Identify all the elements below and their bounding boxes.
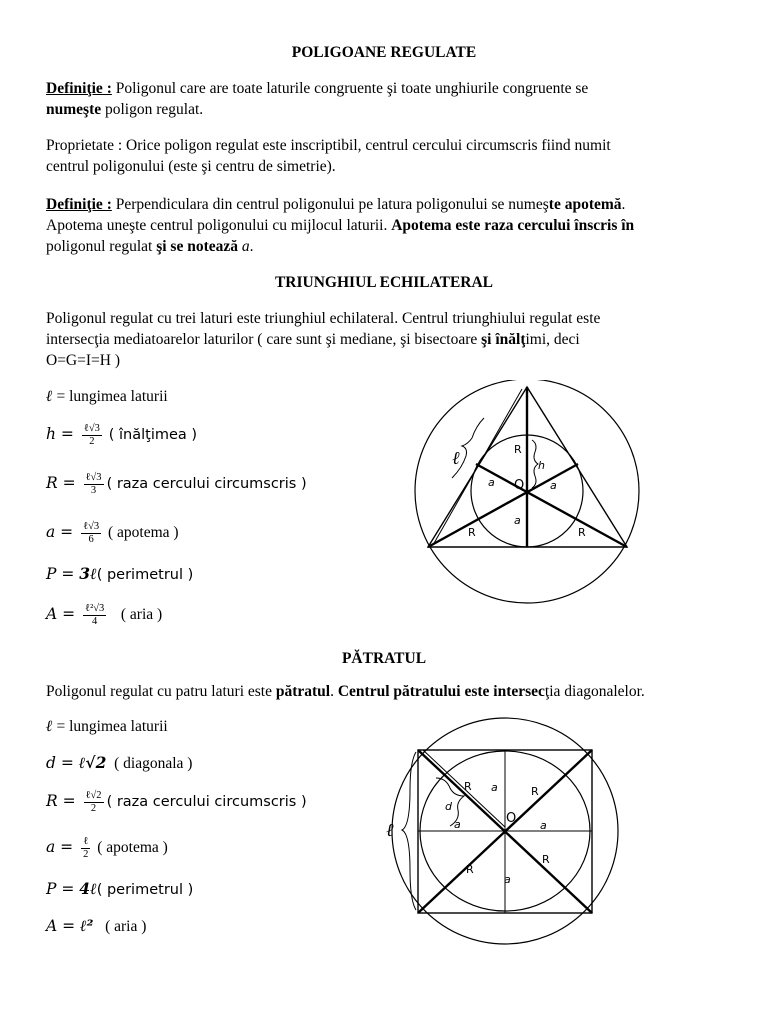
median-left	[428, 464, 578, 547]
formula-lhs: R	[46, 792, 58, 811]
fraction-numerator: ℓ√3	[83, 521, 100, 532]
formula-note: ( apotema )	[97, 839, 168, 857]
square-diagram	[378, 712, 640, 957]
square-formula-perimeter: P = 4ℓ( perimetrul )	[46, 879, 194, 898]
square-formula-apothem: a = $\frac{\text{ℓ}}{2}$ ( apotema )	[46, 836, 168, 860]
side-inner-line	[433, 389, 525, 545]
label-a-bottom: a	[504, 873, 511, 886]
formula-lhs: a	[46, 523, 56, 542]
label-h: h	[538, 459, 545, 472]
triangle-formula-side	[46, 386, 168, 406]
fraction-numerator: ℓ√3	[85, 472, 102, 483]
formula-lhs: P	[46, 880, 57, 898]
formula-note: ( apotema )	[108, 524, 179, 542]
property-line-1: Proprietate : Orice poligon regulat este inscriptibil, centrul cercului circumscris fiind numit	[46, 137, 611, 154]
definition-2-dot-3: .	[249, 238, 254, 255]
fraction-denominator: 2	[83, 849, 89, 860]
page-title: POLIGOANE REGULATE	[291, 44, 477, 61]
formula-lhs: h	[46, 425, 56, 444]
triangle-text: intersecţia mediatoarelor laturilor ( care sunt şi mediane, şi bisectoare	[46, 331, 482, 348]
formula-rhs: ℓ√2	[78, 753, 107, 772]
definition-2-text-3: poligonul regulat	[46, 238, 157, 255]
ell-symbol: ℓ	[46, 386, 53, 405]
fraction-denominator: 3	[90, 485, 97, 496]
fraction-denominator: 6	[88, 534, 94, 545]
fraction	[84, 790, 104, 815]
definition-1-text: Poligonul care are toate laturile congruente şi toate unghiurile congruente se	[111, 80, 589, 97]
definition-2-text-2: Apotema uneşte centrul poligonului cu mijlocul laturii.	[46, 217, 392, 234]
definition-2-bold: te apotemă	[548, 196, 622, 213]
fraction-denominator: 2	[89, 436, 95, 447]
formula-rhs: 4ℓ	[79, 879, 97, 898]
triangle-text-end: imi, deci	[525, 331, 580, 348]
definition-1-bold: numeşte	[46, 101, 102, 118]
triangle-heading: TRIUNGHIUL ECHILATERAL	[274, 274, 494, 291]
triangle-paragraph-line-3: O=G=I=H )	[46, 352, 121, 369]
triangle-bold: şi înălţ	[481, 331, 526, 348]
label-a-top: a	[491, 781, 498, 794]
label-R-bottom-right: R	[542, 853, 550, 866]
label-R-left: R	[468, 526, 476, 539]
label-l: ℓ	[386, 820, 394, 841]
triangle-formula-height: h = $\frac{\text{ℓ√3}}{2}$ ( înălţimea )	[46, 423, 198, 447]
fraction-numerator: ℓ	[81, 836, 90, 849]
formula-lhs: A	[46, 605, 58, 624]
fraction	[81, 521, 101, 546]
label-a-right: a	[540, 819, 547, 832]
square-bold: pătratul	[275, 683, 331, 700]
triangle-diagram	[408, 380, 648, 630]
label-R-bottom-left: R	[466, 863, 474, 876]
label-a-left: a	[488, 476, 495, 489]
square-text: Poligonul regulat cu patru laturi este	[46, 683, 276, 700]
formula-note: ( diagonala )	[114, 755, 193, 772]
formula-note: ( înălţimea )	[108, 427, 198, 444]
fraction	[81, 836, 90, 861]
fraction	[82, 423, 102, 448]
square-formula-diagonal: d = ℓ√2 ( diagonala )	[46, 753, 193, 772]
square-formula-side	[46, 716, 168, 736]
formula-rhs: ℓ²	[80, 916, 94, 935]
definition-2-label: Definiţie :	[46, 196, 112, 213]
square-dot: .	[330, 683, 338, 700]
formula-note: ( perimetrul )	[96, 567, 194, 583]
formula-lhs: P	[46, 565, 57, 583]
formula-note: ( aria )	[105, 918, 147, 935]
formula-lhs: d	[46, 754, 56, 772]
square-paragraph	[46, 681, 645, 702]
square-bold-2: Centrul pătratului este intersec	[337, 683, 545, 700]
label-a-bottom: a	[514, 514, 521, 527]
formula-note: ( perimetrul )	[96, 882, 194, 898]
definition-1-label: Definiţie :	[46, 80, 112, 97]
fraction-numerator: ℓ√3	[83, 423, 100, 434]
definition-2-line-3	[46, 236, 254, 257]
triangle-formula-perimeter: P = 3ℓ( perimetrul )	[46, 564, 194, 583]
label-R-right: R	[578, 526, 586, 539]
definition-2-dot: .	[621, 196, 626, 213]
label-l: ℓ	[452, 448, 460, 469]
ell-symbol: ℓ	[46, 716, 53, 735]
fraction	[84, 472, 104, 497]
definition-2-bold-2: Apotema este raza cercului înscris în	[391, 217, 635, 234]
definition-2-text: Perpendiculara din centrul poligonului pe latura poligonului se numeş	[111, 196, 549, 213]
label-R-top-right: R	[531, 785, 539, 798]
square-heading: PĂTRATUL	[341, 650, 427, 667]
formula-lhs: A	[46, 917, 58, 935]
formula-lhs: a	[46, 838, 56, 857]
fraction-numerator: ℓ√2	[85, 790, 102, 801]
formula-text: = lungimea laturii	[52, 718, 168, 735]
definition-2-line-2	[46, 215, 634, 236]
label-a-left: a	[454, 818, 461, 831]
definition-2-symbol: a	[238, 238, 250, 255]
square-formula-circumradius: R = $\frac{\text{ℓ√2}}{2}$ ( raza cercului circumscris )	[46, 790, 307, 814]
fraction	[83, 603, 106, 628]
formula-lhs: R	[46, 474, 58, 493]
label-O: O	[514, 478, 525, 493]
triangle-paragraph-line-1: Poligonul regulat cu trei laturi este triunghiul echilateral. Centrul triunghiului regulat este	[46, 310, 601, 327]
definition-1-line-2	[46, 99, 203, 120]
formula-note: ( raza cercului circumscris )	[106, 476, 307, 493]
square-text-end: ţia diagonalelor.	[544, 683, 645, 700]
square-formula-area: A = ℓ² ( aria )	[46, 916, 147, 935]
formula-note: ( aria )	[120, 606, 163, 624]
definition-2-line-1	[46, 194, 625, 215]
label-R-top: R	[514, 443, 522, 456]
property-line-2: centrul poligonului (este şi centru de simetrie).	[46, 158, 336, 175]
label-a-right: a	[550, 479, 557, 492]
formula-note: ( raza cercului circumscris )	[106, 794, 307, 811]
label-O: O	[506, 811, 517, 826]
fraction-denominator: 4	[92, 616, 98, 627]
label-R-top-left: R	[464, 780, 472, 793]
triangle-formula-area: A = $\frac{\text{ℓ²√3}}{4}$ ( aria )	[46, 603, 163, 627]
triangle-formula-apothem: a = $\frac{\text{ℓ√3}}{6}$ ( apotema )	[46, 521, 179, 545]
triangle-formula-circumradius: R = $\frac{\text{ℓ√3}}{3}$ ( raza cercului circumscris )	[46, 472, 307, 496]
fraction-numerator: ℓ²√3	[85, 603, 105, 614]
label-d: d	[445, 800, 452, 813]
triangle-paragraph-line-2	[46, 329, 580, 350]
side-brace	[402, 752, 416, 910]
definition-1-rest: poligon regulat.	[101, 101, 204, 118]
definition-2-bold-3: şi se notează	[156, 238, 238, 255]
median-right	[476, 464, 627, 547]
definition-1-line-1	[46, 78, 588, 99]
fraction-denominator: 2	[90, 803, 97, 814]
formula-rhs: 3ℓ	[79, 564, 97, 583]
formula-text: = lungimea laturii	[52, 388, 168, 405]
